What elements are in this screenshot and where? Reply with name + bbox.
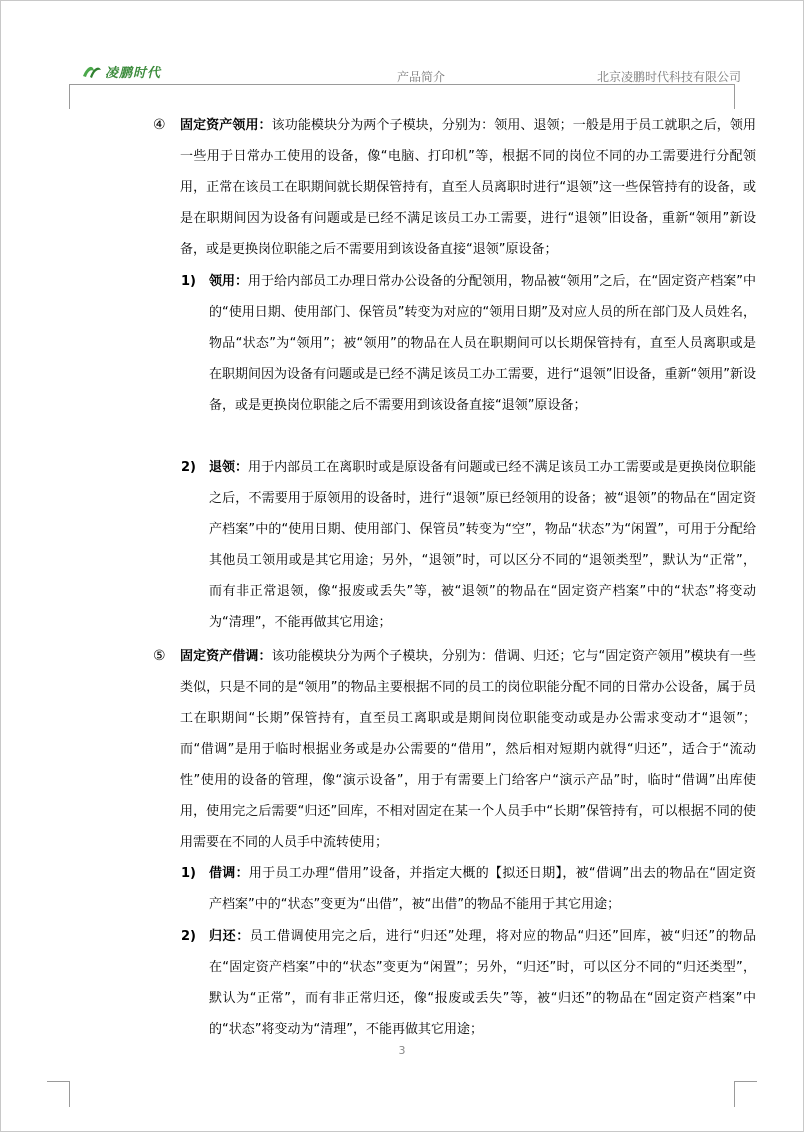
sub-item-title: 借调： [209,866,249,881]
section-title: 固定资产领用： [180,118,272,133]
sub-item-paragraph [181,266,756,421]
section-title: 固定资产借调： [180,649,272,664]
header-doc-title: 产品简介 [397,70,446,84]
section-number: ④ [153,117,166,133]
crop-mark-top-right [734,84,757,109]
sub-item-title: 退领： [209,460,249,475]
sub-item-number: 1) [181,866,196,881]
crop-mark-bottom-right [734,1081,757,1107]
sub-item-text: 用于内部员工在离职时或是原设备有问题或已经不满足该员工办工需要或是更换岗位职能之后，不需要用于原领用的设备时，进行“退领”原已经领用的设备；被“退领”的物品在“固定资产档案”中的“使用日期、使用部门、保管员”转变为“空”，物品“状态”为“闲置”，可用于分配给其他员工领用或是其它用途；另外，“退领”时，可以区分不同的“退领类型”，默认为“正常”，而有非正常退领，像“报废或丢失”等，被“退领”的物品在“固定资产档案”中的“状态”将变动为“清理”，不能再做其它用途； [209,460,756,630]
logo-bird-icon [82,62,102,80]
section-number: ⑤ [153,648,166,664]
sub-item-paragraph [181,452,756,638]
sub-item-number: 1) [181,274,196,289]
logo-text: 凌鹏时代 [105,65,162,81]
sub-item-title: 归还： [209,929,250,944]
sub-item-title: 领用： [209,274,249,289]
sub-item-text: 用于员工办理“借用”设备，并指定大概的【拟还日期】，被“借调”出去的物品在“固定资产档案”中的“状态”变更为“出借”，被“出借”的物品不能用于其它用途； [209,866,756,912]
sub-item-number: 2) [181,929,196,944]
section-paragraph [153,641,756,858]
section-text: 该功能模块分为两个子模块，分别为：领用、退领；一般是用于员工就职之后，领用一些用于日常办工使用的设备，像“电脑、打印机”等，根据不同的岗位不同的办工需要进行分配领用，正常在该员工在职期间就长期保管持有，直至人员离职时进行“退领”这一些保管持有的设备，或是在职期间因为设备有问题或是已经不满足该员工办工需要，进行“退领”旧设备，重新“领用”新设备，或是更换岗位职能之后不需要用到该设备直接“退领”原设备； [180,118,756,257]
sub-item-text: 用于给内部员工办理日常办公设备的分配领用，物品被“领用”之后，在“固定资产档案”中的“使用日期、使用部门、保管员”转变为对应的“领用日期”及对应人员的所在部门及人员姓名，物品“状态”为“领用”；被“领用”的物品在人员在职期间可以长期保管持有，直至人员离职或是在职期间因为设备有问题或是已经不满足该员工办工需要，进行“退领”旧设备，重新“领用”新设备，或是更换岗位职能之后不需要用到该设备直接“退领”原设备； [209,274,756,413]
sub-item-paragraph [181,858,756,920]
crop-mark-top-left [47,84,70,109]
section-text: 该功能模块分为两个子模块，分别为：借调、归还；它与“固定资产领用”模块有一些类似，只是不同的是“领用”的物品主要根据不同的员工的岗位职能分配不同的日常办公设备，属于员工在职期间“长期”保管持有，直至员工离职或是期间岗位职能变动或是办公需求变动才“退领”；而“借调”是用于临时根据业务或是办公需要的“借用”，然后相对短期内就得“归还”，适合于“流动性”使用的设备的管理，像“演示设备”，用于有需要上门给客户“演示产品”时，临时“借调”出库使用，使用完之后需要“归还”回库，不相对固定在某一个人员手中“长期”保管持有，可以根据不同的使用需要在不同的人员手中流转使用； [180,649,756,850]
section-paragraph [153,110,756,265]
crop-mark-bottom-left [47,1081,70,1107]
sub-item-paragraph [181,921,756,1045]
page-number: 3 [398,1044,406,1057]
header-rule [69,84,734,85]
sub-item-text: 员工借调使用完之后，进行“归还”处理，将对应的物品“归还”回库，被“归还”的物品在“固定资产档案”中的“状态”变更为“闲置”；另外，“归还”时，可以区分不同的“归还类型”，默认为“正常”，而有非正常归还，像“报废或丢失”等，被“归还”的物品在“固定资产档案”中的“状态”将变动为“清理”，不能再做其它用途； [209,929,756,1037]
company-logo [82,60,161,82]
header-company-name: 北京凌鹏时代科技有限公司 [597,70,742,84]
sub-item-number: 2) [181,460,196,475]
